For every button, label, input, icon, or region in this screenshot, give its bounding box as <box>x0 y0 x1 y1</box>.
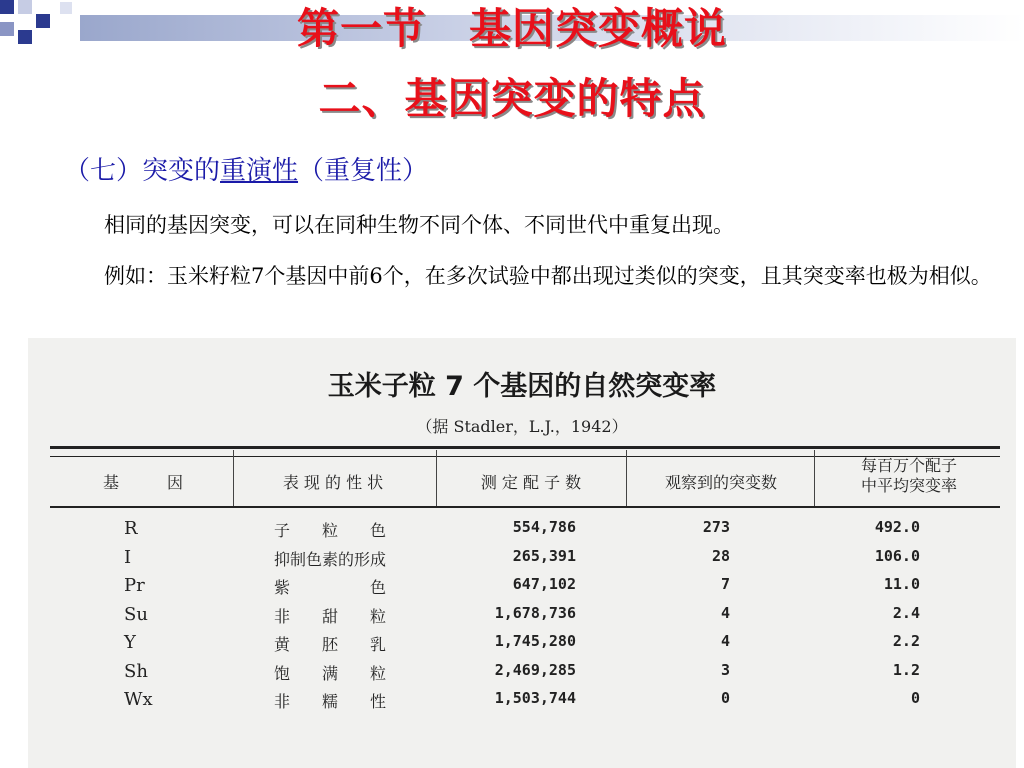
subheading-suffix: （重复性） <box>298 156 429 186</box>
slide-title-line1: 第一节 基因突变概说 <box>296 4 727 53</box>
table-title: 玉米子粒 7 个基因的自然突变率 <box>327 371 717 402</box>
table-cell-gametes: 554,786 <box>512 518 576 536</box>
column-divider <box>436 450 437 506</box>
table-cell-gametes: 265,391 <box>512 546 576 565</box>
table-cell-mutations: 0 <box>720 689 730 707</box>
table-cell-mutations: 4 <box>720 632 730 650</box>
column-divider <box>626 450 627 506</box>
table-cell-rate: 2.2 <box>892 632 920 650</box>
column-divider <box>814 450 815 506</box>
table-cell-trait: 紫 色 <box>274 578 387 597</box>
table-cell-gene: Y <box>124 632 136 653</box>
table-cell-rate: 11.0 <box>883 575 920 593</box>
table-cell-trait: 抑制色素的形成 <box>274 549 387 569</box>
table-cell-mutations: 7 <box>720 575 730 593</box>
table-cell-rate: 1.2 <box>892 660 920 679</box>
table-cell-trait: 非 甜 粒 <box>274 606 387 626</box>
subheading-prefix: （七）突变的 <box>64 156 221 186</box>
table-cell-mutations: 273 <box>702 518 730 536</box>
table-cell-rate: 492.0 <box>874 518 920 536</box>
table-cell-mutations: 28 <box>711 546 730 565</box>
table-cell-gene: Pr <box>124 575 145 596</box>
slide-title-line2: 二、基因突变的特点 <box>318 74 706 123</box>
table-cell-rate: 2.4 <box>892 603 920 622</box>
subheading <box>64 150 428 187</box>
table-source: （据 Stadler，L.J.，1942） <box>416 417 628 436</box>
table-cell-mutations: 4 <box>720 603 730 622</box>
paragraph-1: 相同的基因突变，可以在同种生物不同个体、不同世代中重复出现。 <box>104 213 734 237</box>
table-cell-gene: Su <box>124 603 148 625</box>
column-divider <box>233 450 234 506</box>
paragraph-2: 例如：玉米籽粒7个基因中前6个，在多次试验中都出现过类似的突变，且其突变率也极为相似。 <box>104 264 992 288</box>
table-cell-rate: 0 <box>910 689 920 707</box>
header-trait: 表 现 的 性 状 <box>282 473 384 492</box>
table-cell-rate: 106.0 <box>874 546 920 565</box>
header-gametes: 测 定 配 子 数 <box>480 473 582 492</box>
table-cell-trait: 黄 胚 乳 <box>274 635 387 654</box>
table-cell-gene: Sh <box>124 660 148 682</box>
table-cell-gene: R <box>124 518 138 539</box>
table-cell-trait: 子 粒 色 <box>274 521 387 540</box>
table-header-rule <box>50 506 1000 508</box>
scanned-table-image <box>28 338 1016 768</box>
subheading-underlined: 重演性 <box>220 156 299 186</box>
table-cell-gametes: 647,102 <box>512 575 576 593</box>
table-cell-gametes: 2,469,285 <box>494 660 576 679</box>
header-mutations: 观察到的突变数 <box>664 473 777 492</box>
table-top-rule <box>50 446 1000 449</box>
header-gene: 基 因 <box>102 473 183 492</box>
table-cell-trait: 非 糯 性 <box>274 692 387 711</box>
table-cell-gametes: 1,745,280 <box>494 632 576 650</box>
table-cell-gene: I <box>124 546 132 568</box>
table-cell-gametes: 1,678,736 <box>494 603 576 622</box>
table-cell-trait: 饱 满 粒 <box>274 663 387 683</box>
table-cell-gene: Wx <box>124 689 153 710</box>
table-cell-gametes: 1,503,744 <box>494 689 576 707</box>
table-cell-mutations: 3 <box>720 660 730 679</box>
header-rate: 每百万个配子 中平均突变率 <box>860 456 957 495</box>
